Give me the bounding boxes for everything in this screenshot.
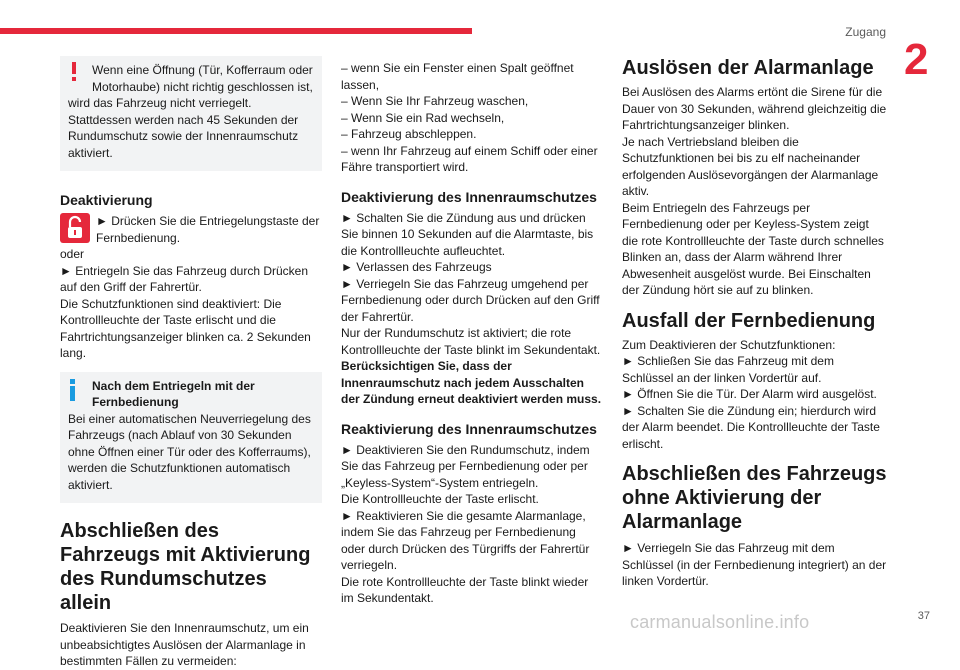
info-text: Bei einer automatischen Neuverriegelung des Fahrzeugs (nach Ablauf von 30 Sekunden ohne Öffnen einer Tür oder des Kofferraums), werden die Schutzfunktionen automatisch aktiviert.: [68, 411, 311, 492]
column-middle: [341, 60, 603, 607]
remote-step2: ► Öffnen Sie die Tür. Der Alarm wird ausgelöst.: [622, 387, 877, 401]
remote-p1: Zum Deaktivieren der Schutzfunktionen:: [622, 337, 836, 352]
warning-line2: Motorhaube) nicht richtig geschlossen ist,: [92, 79, 313, 94]
deactivate-interior-step1: ► Schalten Sie die Zündung aus und drücken Sie binnen 10 Sekunden auf die Alarmtaste, bis die Kontrollleuchte aufleuchtet.: [341, 210, 594, 258]
alarm-trigger-heading: Auslösen der Alarmanlage: [622, 57, 874, 79]
reactivate-result1: Die Kontrollleuchte der Taste erlischt.: [341, 492, 539, 506]
remote-failure-heading: Ausfall der Fernbedienung: [622, 309, 876, 332]
deactivate-interior-step2: ► Verlassen des Fahrzeugs: [341, 260, 492, 274]
warning-text: wird das Fahrzeug nicht verriegelt. Stattdessen werden nach 45 Sekunden der Rundumschutz sowie der Innenraumschutz aktiviert.: [68, 96, 299, 160]
alarm-p3: Beim Entriegeln des Fahrzeugs per Fernbedienung oder per Keyless-System zeigt die rote Kontrollleuchte der Taste durch schnelles Blinken an, dass der Alarm während Ihrer Abwesenheit ausgelöst wurde. Bei Einschalten der Zündung hört sie auf zu blinken.: [622, 200, 884, 297]
alarm-p1: Bei Auslösen des Alarms ertönt die Sirene für die Dauer von 30 Sekunden, während gleichzeitig die Fahrtrichtungsanzeiger blinken.: [622, 85, 887, 132]
lock-no-alarm-step1: ► Verriegeln Sie das Fahrzeug mit dem Schlüssel (in der Fernbedienung integriert) an der linken Vordertür.: [622, 541, 887, 588]
alarm-p2: Je nach Vertriebsland bleiben die Schutzfunktionen bei bis zu elf nacheinander erfolgenden Auslösevorgängen der Alarmanlage aktiv.: [622, 134, 879, 198]
lock-heading: Abschließen des Fahrzeugs mit Aktivierung des Rundumschutzes allein: [60, 520, 311, 614]
warning-box: [60, 56, 322, 171]
situation-item-1: – wenn Sie ein Fenster einen Spalt geöffnet lassen,: [341, 61, 574, 92]
deactivate-interior-heading: Deaktivierung des Innenraumschutzes: [341, 188, 597, 205]
deactivation-step2: ► Entriegeln Sie das Fahrzeug durch Drücken auf den Griff der Fahrertür.: [60, 263, 309, 294]
deactivate-interior-step3: ► Verriegeln Sie das Fahrzeug umgehend per Fernbedienung oder durch Drücken auf den Griff der Fahrertür.: [341, 276, 600, 324]
situation-item-2: – Wenn Sie Ihr Fahrzeug waschen,: [341, 94, 529, 108]
page-number: 37: [917, 610, 930, 622]
section-title: Zugang: [845, 25, 886, 39]
deactivation-result: Die Schutzfunktionen sind deaktiviert: Die Kontrollleuchte der Taste erlischt und die Fahrtrichtungsanzeiger blinken ca. 2 Sekunden lang.: [60, 296, 311, 360]
deactivate-interior-result: Nur der Rundumschutz ist aktiviert; die rote Kontrollleuchte der Taste blinkt im Sekundentakt.: [341, 326, 601, 357]
header-accent-bar: [0, 28, 472, 34]
lock-no-alarm-heading: Abschließen des Fahrzeugs ohne Aktivierung der Alarmanlage: [622, 463, 887, 533]
lock-text: Deaktivieren Sie den Innenraumschutz, um ein unbeabsichtigtes Auslösen der Alarmanlage in bestimmten Fällen zu vermeiden:: [60, 621, 309, 668]
situation-item-3: – Wenn Sie ein Rad wechseln,: [341, 110, 505, 125]
chapter-number: 2: [904, 35, 929, 84]
deactivate-interior-note: Berücksichtigen Sie, dass der Innenraumschutz nach jedem Ausschalten der Zündung erneut deaktiviert werden muss.: [341, 359, 602, 406]
reactivate-result2: Die rote Kontrollleuchte der Taste blinkt wieder im Sekundentakt.: [341, 574, 589, 605]
info-box: [60, 372, 322, 504]
deactivation-heading: Deaktivierung: [60, 192, 153, 208]
watermark: carmanualsonline.info: [630, 612, 810, 632]
situation-item-4: – Fahrzeug abschleppen.: [341, 127, 477, 141]
info-title: Nach dem Entriegeln mit der Fernbedienung: [92, 378, 255, 409]
deactivation-step1: [60, 213, 322, 246]
reactivate-interior-heading: Reaktivierung des Innenraumschutzes: [341, 420, 597, 437]
reactivate-step1: ► Deaktivieren Sie den Rundumschutz, indem Sie das Fahrzeug per Fernbedienung oder per „Keyless-System“-System entriegeln.: [341, 442, 590, 490]
column-right: [622, 56, 888, 590]
unlock-icon: [60, 213, 90, 243]
column-left: [60, 56, 322, 670]
deactivation-step1-text: ► Drücken Sie die Entriegelungstaste der Fernbedienung.: [96, 214, 320, 245]
situation-item-5: – wenn Ihr Fahrzeug auf einem Schiff oder einer Fähre transportiert wird.: [341, 143, 598, 174]
info-icon: [69, 379, 77, 401]
remote-step3: ► Schalten Sie die Zündung ein; hierdurch wird der Alarm beendet. Die Kontrollleuchte der Taste erlischt.: [622, 403, 880, 451]
warning-line1: Wenn eine Öffnung (Tür, Kofferraum oder: [92, 63, 313, 77]
reactivate-step2: ► Reaktivieren Sie die gesamte Alarmanlage, indem Sie das Fahrzeug per Fernbedienung oder durch Drücken des Türgriffs der Fahrertür verriegeln.: [341, 508, 590, 572]
remote-step1: ► Schließen Sie das Fahrzeug mit dem Schlüssel an der linken Vordertür auf.: [622, 354, 834, 385]
deactivation-or: oder: [60, 247, 85, 261]
warning-icon: [70, 62, 78, 82]
